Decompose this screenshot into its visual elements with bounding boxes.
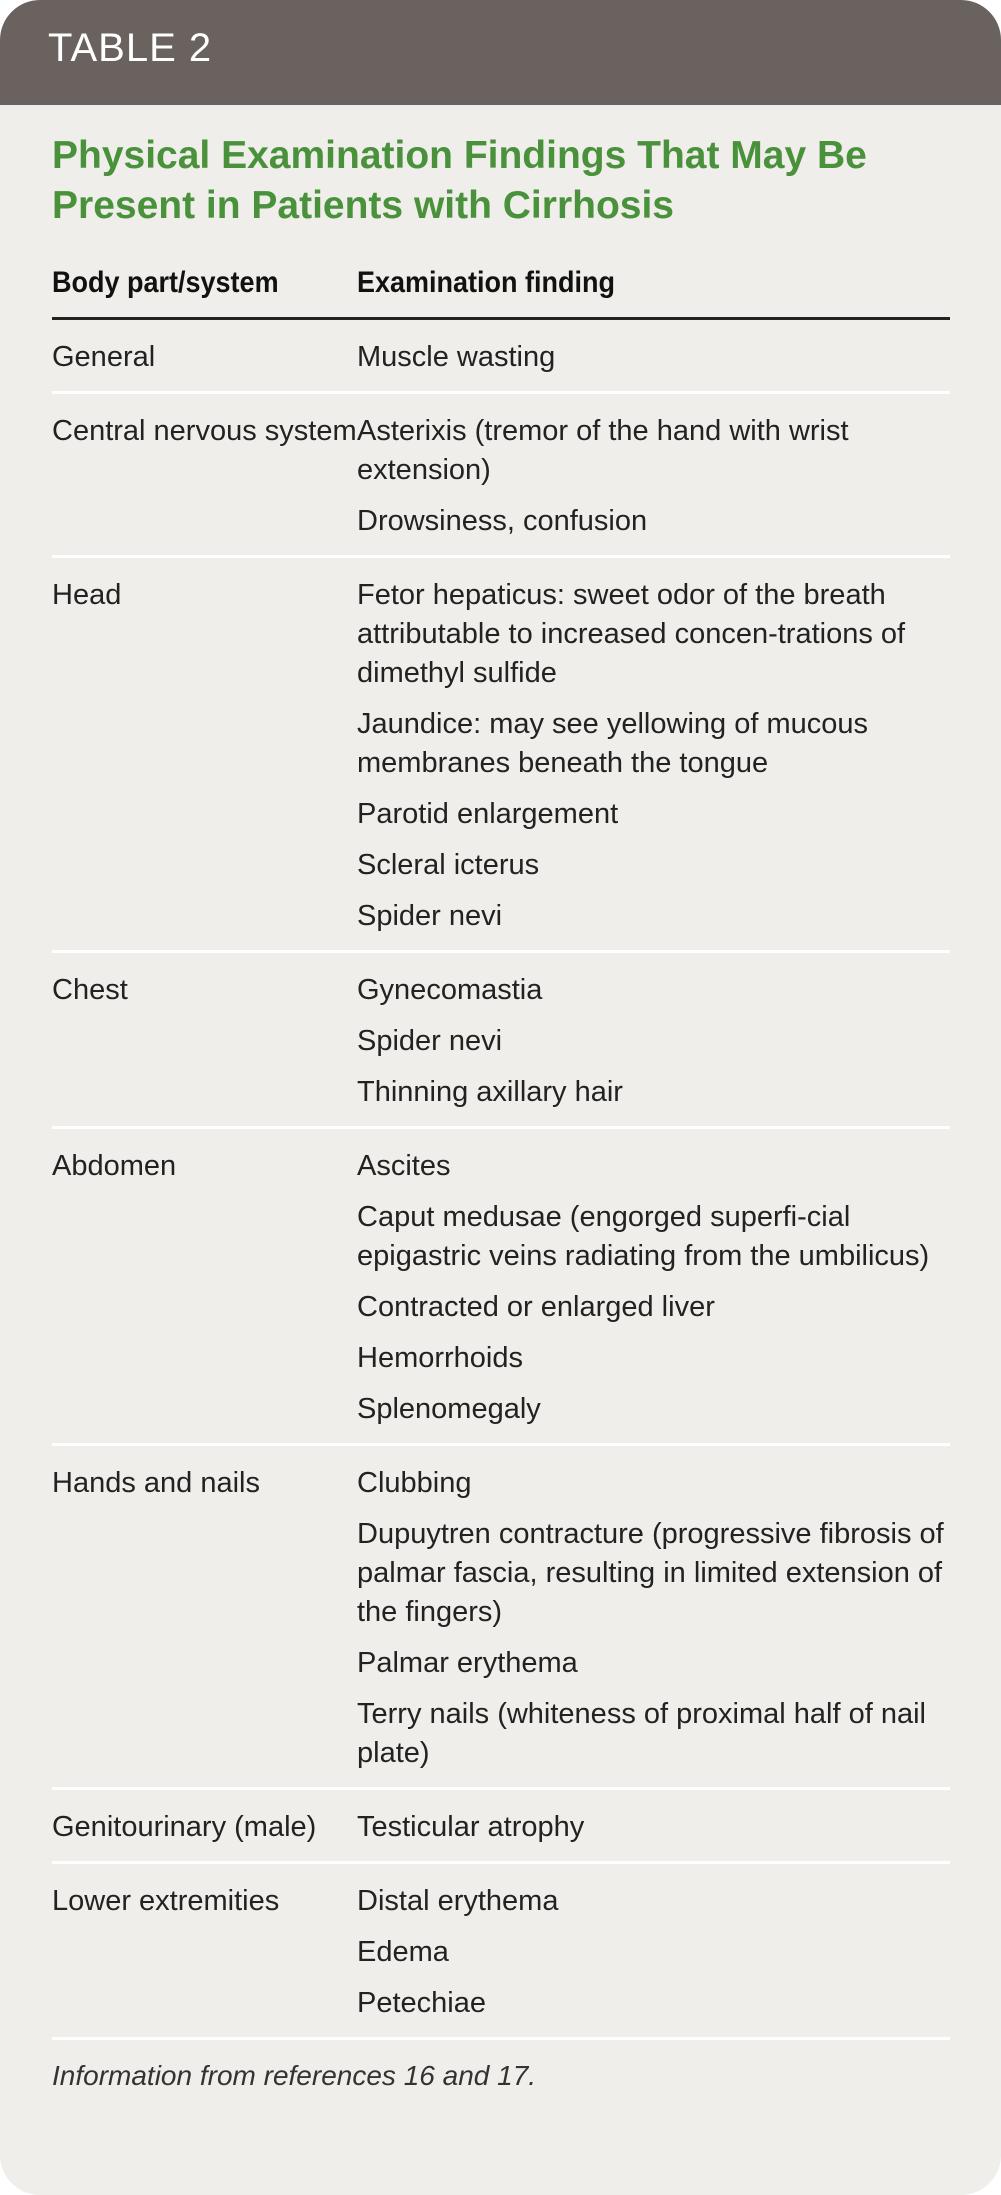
finding-item: Gynecomastia [357,974,543,1006]
finding-item: Thinning axillary hair [357,1076,623,1108]
findings-cell [357,1808,950,1847]
finding-item: Jaundice: may see yellowing of mucous membranes beneath the tongue [357,708,868,779]
body-system-cell: Central nervous system [52,415,357,447]
finding-item: Edema [357,1936,449,1968]
finding-item: Fetor hepaticus: sweet odor of the breath attributable to increased concen-trations of dimethyl sulfide [357,579,906,689]
findings-table [52,265,950,2040]
body-system-cell: Abdomen [52,1150,177,1182]
finding-item: Drowsiness, confusion [357,505,648,537]
table-body [52,320,950,2040]
finding-item: Palmar erythema [357,1647,578,1679]
finding-item: Muscle wasting [357,341,556,373]
finding-item: Petechiae [357,1987,486,2019]
finding-item: Dupuytren contracture (progressive fibrosis of palmar fascia, resulting in limited extension of the fingers) [357,1518,944,1628]
finding-item: Testicular atrophy [357,1811,585,1843]
table-row [52,394,950,558]
table-row [52,1446,950,1790]
finding-item: Spider nevi [357,1025,503,1057]
findings-cell [357,338,950,377]
finding-item: Hemorrhoids [357,1342,523,1374]
findings-cell [357,971,950,1112]
table-row [52,1790,950,1864]
finding-item: Spider nevi [357,900,503,932]
finding-item: Caput medusae (engorged superfi-cial epigastric veins radiating from the umbilicus) [357,1201,930,1272]
column-header-finding: Examination finding [357,266,616,299]
table-row [52,953,950,1129]
finding-item: Terry nails (whiteness of proximal half of nail plate) [357,1698,926,1769]
findings-cell [357,1464,950,1773]
finding-item: Ascites [357,1150,451,1182]
table-row [52,320,950,394]
finding-item: Splenomegaly [357,1393,541,1425]
table-tag-label: TABLE 2 [48,26,213,70]
finding-item: Clubbing [357,1467,472,1499]
table-title: Physical Examination Findings That May Be Present in Patients with Cirrhosis [52,134,867,227]
table-tag-bar [0,0,1001,105]
table-row [52,1129,950,1446]
body-system-cell: General [52,341,156,373]
findings-cell [357,412,950,541]
column-header-body-part: Body part/system [52,266,279,299]
table-row [52,1864,950,2040]
findings-cell [357,576,950,936]
table-header-row [52,265,950,320]
findings-cell [357,1882,950,2023]
finding-item: Contracted or enlarged liver [357,1291,715,1323]
table-row [52,558,950,953]
body-system-cell: Chest [52,974,128,1006]
body-system-cell: Lower extremities [52,1885,280,1917]
body-system-cell: Hands and nails [52,1467,260,1499]
finding-item: Distal erythema [357,1885,559,1917]
table-footnote: Information from references 16 and 17. [52,2060,537,2091]
table-content [0,105,1001,2094]
body-system-cell: Head [52,579,122,611]
body-system-cell: Genitourinary (male) [52,1811,317,1843]
finding-item: Parotid enlargement [357,798,619,830]
findings-cell [357,1147,950,1429]
finding-item: Scleral icterus [357,849,540,881]
finding-item: Asterixis (tremor of the hand with wrist extension) [357,415,849,486]
